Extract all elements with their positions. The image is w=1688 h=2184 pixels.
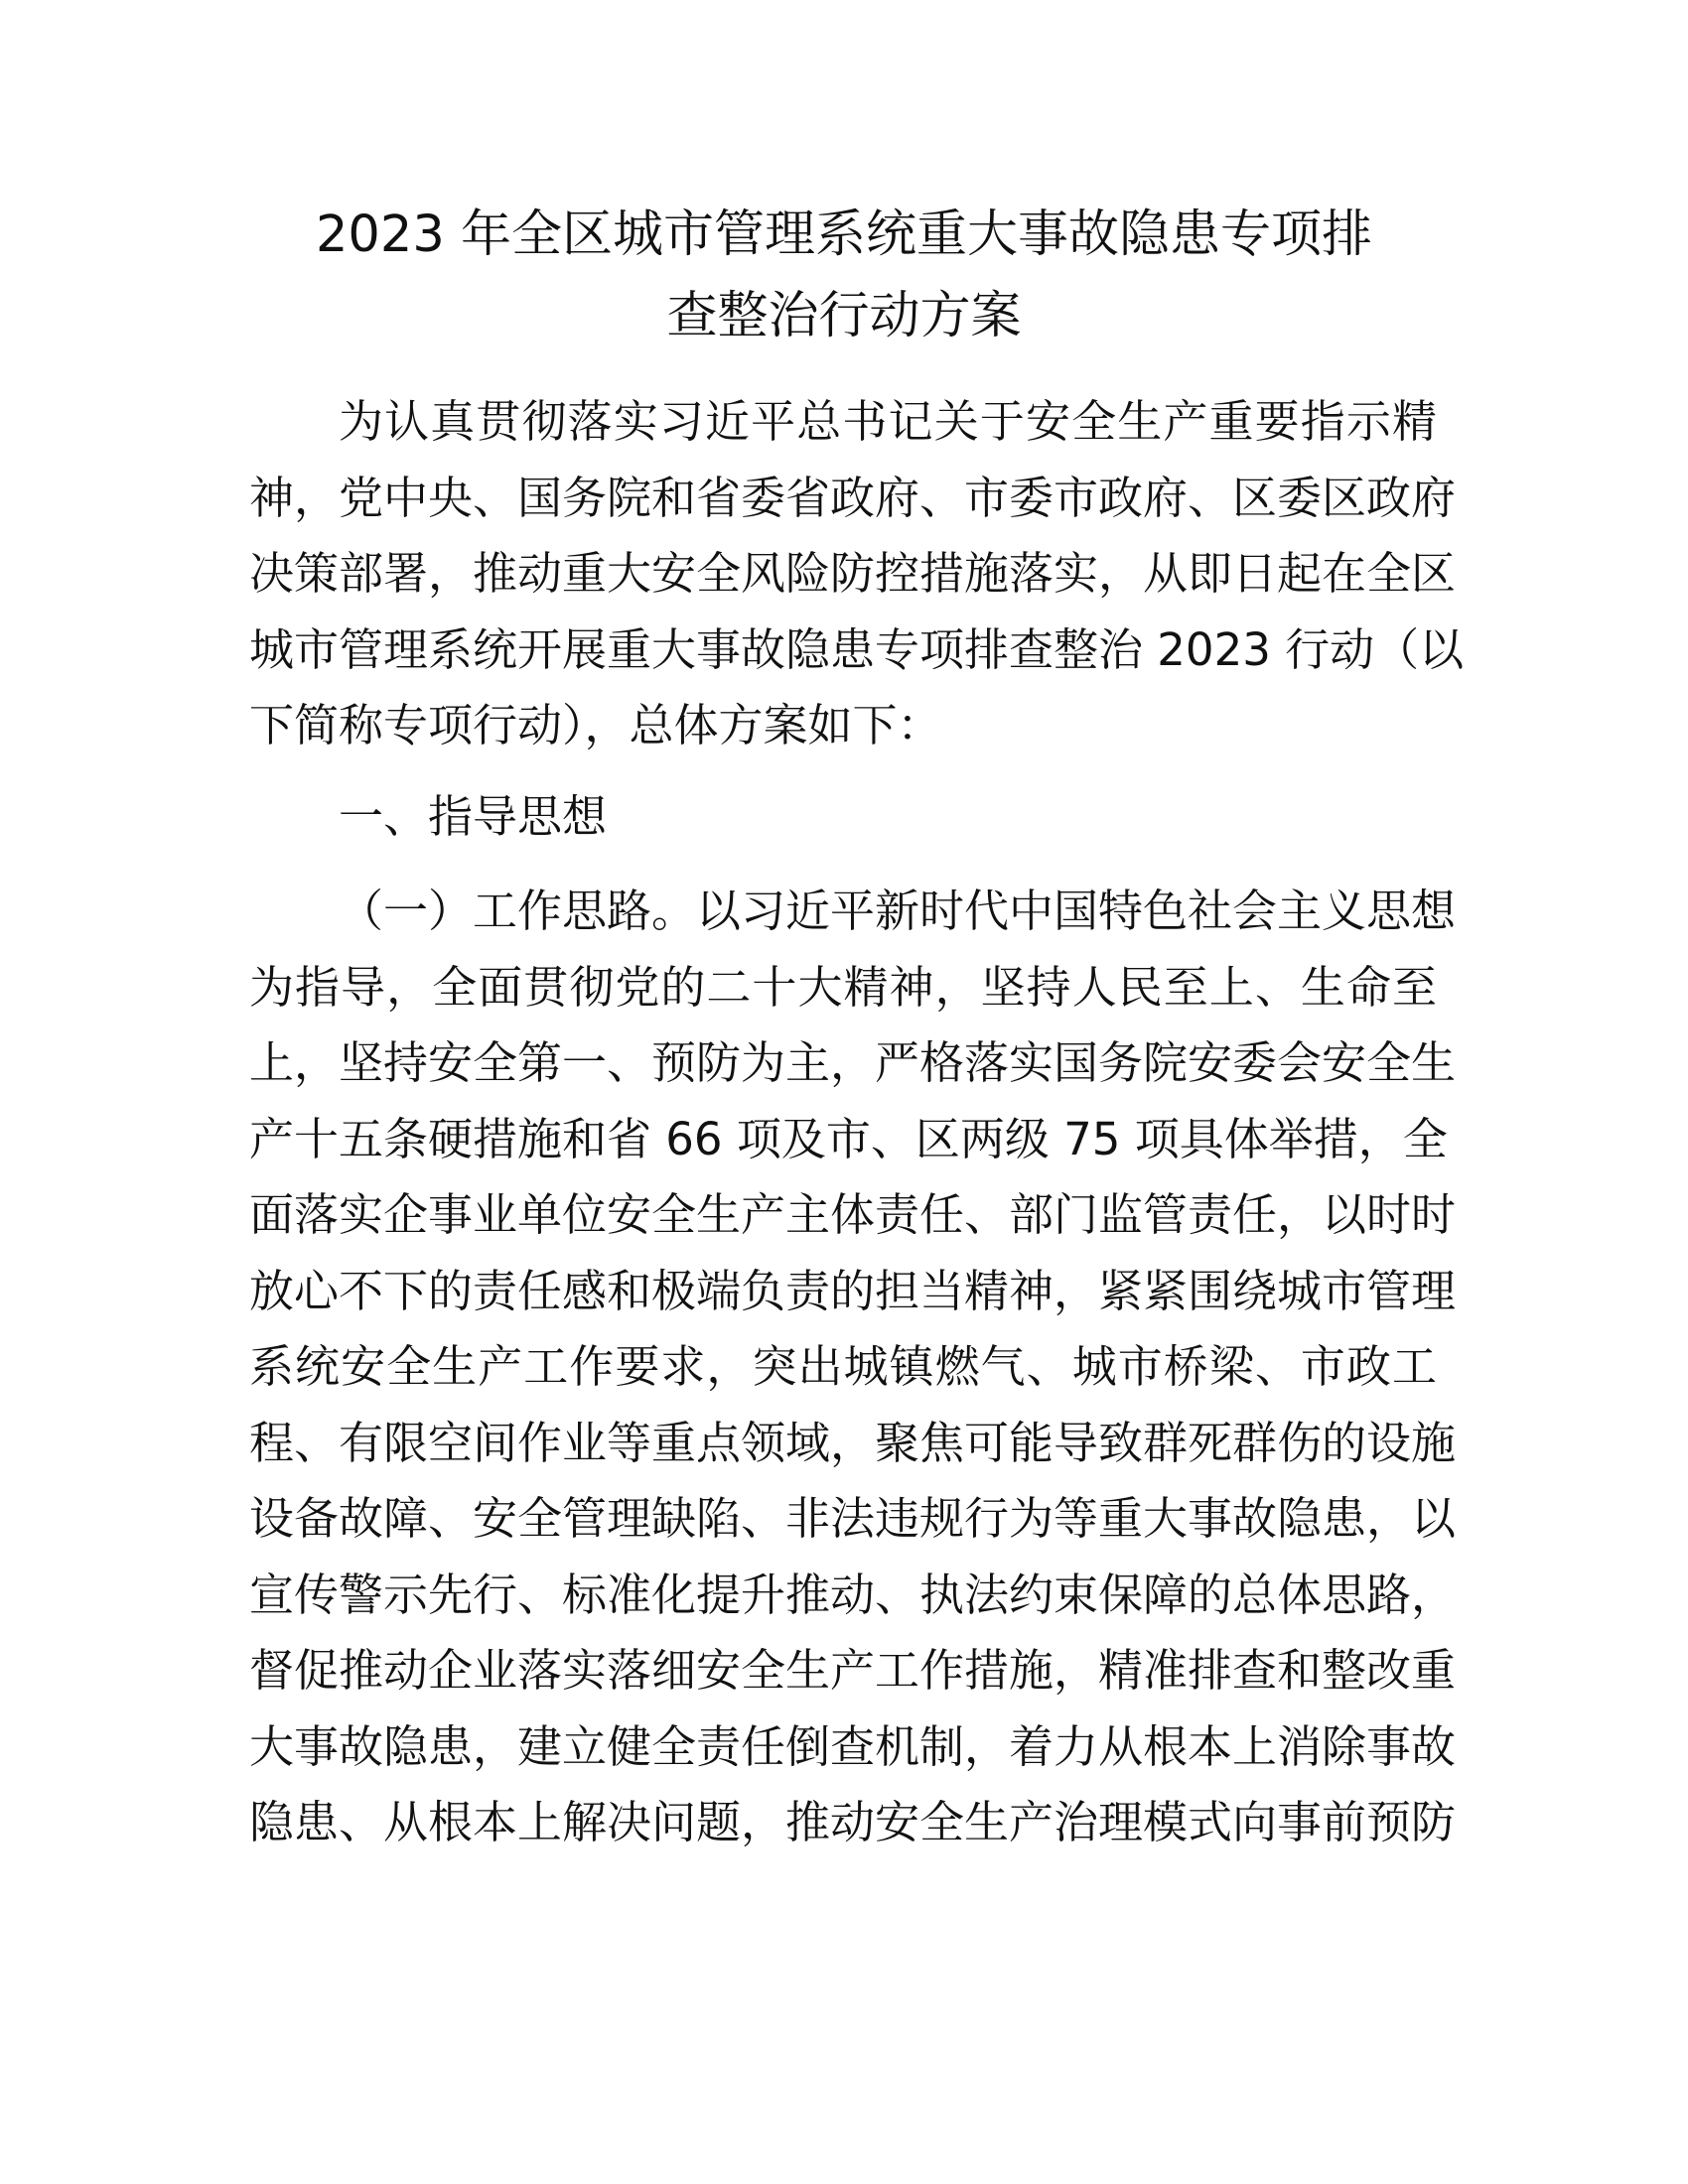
subsection-line: 上，坚持安全第一、预防为主，严格落实国务院安委会安全生: [249, 1036, 1457, 1089]
subsection-line: 大事故隐患，建立健全责任倒查机制，着力从根本上消除事故: [249, 1719, 1457, 1773]
intro-paragraph: [249, 384, 1465, 764]
subsection-line: 放心不下的责任感和极端负责的担当精神，紧紧围绕城市管理: [249, 1264, 1457, 1317]
subsection-line: 设备故障、安全管理缺陷、非法违规行为等重大事故隐患，以: [249, 1492, 1457, 1545]
intro-line: 下简称专项行动），总体方案如下：: [249, 699, 942, 751]
title-line-1: 2023 年全区城市管理系统重大事故隐患专项排: [315, 205, 1372, 264]
title-line-2: 查整治行动方案: [666, 287, 1022, 345]
intro-line: 为认真贯彻落实习近平总书记关于安全生产重要指示精: [339, 395, 1437, 448]
subsection-line: 宣传警示先行、标准化提升推动、执法约束保障的总体思路，: [249, 1568, 1457, 1621]
subsection-line: 系统安全生产工作要求，突出城镇燃气、城市桥梁、市政工: [249, 1340, 1437, 1393]
subsection-line: 产十五条硬措施和省 66 项及市、区两级 75 项具体举措，全: [249, 1112, 1448, 1165]
intro-line: 神，党中央、国务院和省委省政府、市委市政府、区委区政府: [249, 471, 1457, 524]
intro-line: 城市管理系统开展重大事故隐患专项排查整治 2023 行动（以: [249, 622, 1465, 676]
subsection-line: 隐患、从根本上解决问题，推动安全生产治理模式向事前预防: [249, 1796, 1457, 1848]
subsection-line: 程、有限空间作业等重点领域，聚焦可能导致群死群伤的设施: [249, 1416, 1457, 1469]
document-title: [248, 195, 1440, 357]
subsection-paragraph: [249, 874, 1457, 1861]
subsection-line: 督促推动企业落实落细安全生产工作措施，精准排查和整改重: [249, 1644, 1457, 1697]
intro-line: 决策部署，推动重大安全风险防控措施落实，从即日起在全区: [249, 547, 1457, 600]
subsection-line: 为指导，全面贯彻党的二十大精神，坚持人民至上、生命至: [249, 960, 1437, 1014]
subsection-line: （一）工作思路。以习近平新时代中国特色社会主义思想: [339, 885, 1457, 937]
subsection-line: 面落实企事业单位安全生产主体责任、部门监管责任，以时时: [249, 1188, 1457, 1241]
section-heading: 一、指导思想: [339, 790, 608, 843]
